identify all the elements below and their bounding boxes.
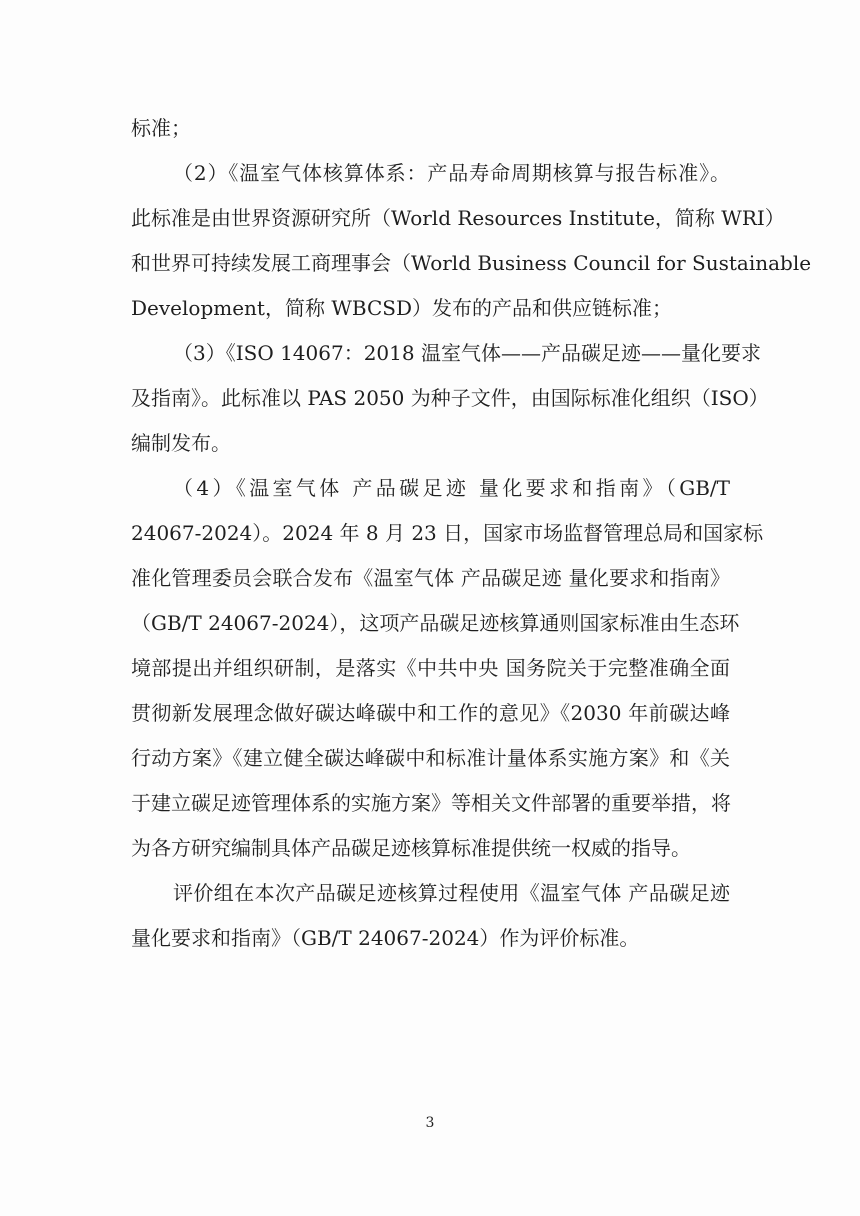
- text-line: （4）《温室气体 产品碳足迹 量化要求和指南》（GB/T: [173, 476, 730, 500]
- text-line: 量化要求和指南》（GB/T 24067-2024）作为评价标准。: [131, 926, 640, 950]
- text-line: 准化管理委员会联合发布《温室气体 产品碳足迹 量化要求和指南》: [131, 566, 730, 590]
- text-line: Development，简称 WBCSD）发布的产品和供应链标准；: [131, 296, 672, 320]
- text-line: 为各方研究编制具体产品碳足迹核算标准提供统一权威的指导。: [131, 836, 691, 860]
- text-line: 及指南》。此标准以 PAS 2050 为种子文件，由国际标准化组织（ISO）: [131, 386, 769, 410]
- text-line: 境部提出并组织研制，是落实《中共中央 国务院关于完整准确全面: [131, 656, 730, 680]
- text-line: 于建立碳足迹管理体系的实施方案》等相关文件部署的重要举措，将: [131, 791, 731, 815]
- text-line: 贯彻新发展理念做好碳达峰碳中和工作的意见》《2030 年前碳达峰: [131, 701, 730, 725]
- text-line: 评价组在本次产品碳足迹核算过程使用《温室气体 产品碳足迹: [173, 881, 730, 905]
- text-line: 24067-2024）。2024 年 8 月 23 日，国家市场监督管理总局和国家标: [131, 521, 764, 545]
- text-line: 标准；: [131, 116, 191, 140]
- text-line: 编制发布。: [131, 431, 231, 455]
- text-line: 行动方案》《建立健全碳达峰碳中和标准计量体系实施方案》和《关: [131, 746, 730, 770]
- text-line: （GB/T 24067-2024），这项产品碳足迹核算通则国家标准由生态环: [131, 611, 740, 635]
- text-line: （2）《温室气体核算体系：产品寿命周期核算与报告标准》。: [173, 161, 730, 185]
- text-line: （3）《ISO 14067：2018 温室气体——产品碳足迹——量化要求: [173, 341, 761, 365]
- page-number: 3: [425, 1115, 435, 1131]
- text-line: 此标准是由世界资源研究所（World Resources Institute，简称 WRI）: [131, 206, 785, 230]
- text-line: 和世界可持续发展工商理事会（World Business Council for Sustainable: [131, 251, 812, 275]
